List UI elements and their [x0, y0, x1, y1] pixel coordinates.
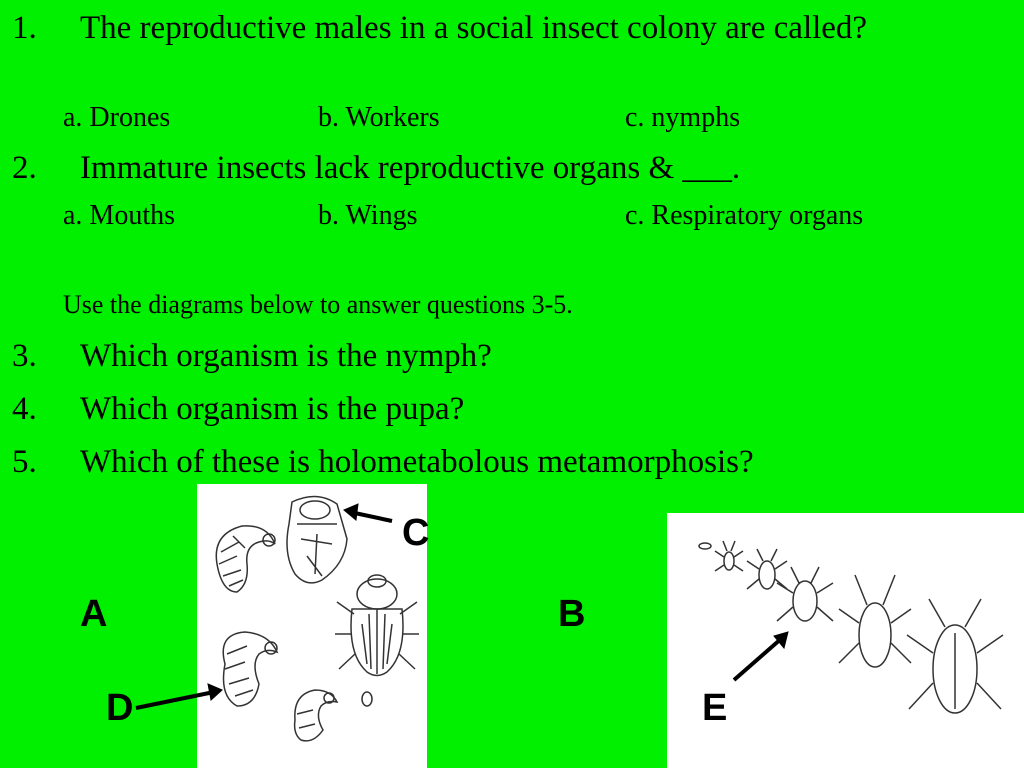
question-2-number: 2.	[12, 150, 37, 186]
question-4-number: 4.	[12, 391, 37, 427]
larva-icon	[216, 526, 275, 592]
question-5-number: 5.	[12, 444, 37, 480]
young-larva-icon	[295, 690, 337, 741]
question-4-text: Which organism is the pupa?	[80, 391, 465, 427]
question-3-number: 3.	[12, 338, 37, 374]
diagram-b-panel	[667, 513, 1024, 768]
nymph-3-icon	[777, 567, 833, 621]
label-e: E	[702, 687, 728, 729]
label-c: C	[402, 512, 430, 554]
nymph-2-icon	[747, 549, 787, 589]
label-d: D	[106, 687, 134, 729]
q1-option-b: b. Workers	[318, 102, 440, 133]
beetle-lifecycle-illustration	[197, 484, 430, 768]
question-1-text: The reproductive males in a social insect colony are called?	[80, 10, 868, 46]
nymph-4-icon	[839, 575, 911, 667]
question-1-number: 1.	[12, 10, 37, 46]
nymph-1-icon	[715, 541, 743, 571]
beetle-icon	[335, 575, 419, 676]
egg-icon	[362, 692, 372, 706]
q1-option-c: c. nymphs	[625, 102, 741, 133]
larva-d-icon	[223, 632, 277, 706]
bug-lifecycle-illustration	[667, 513, 1024, 768]
adult-bug-icon	[907, 599, 1003, 713]
q2-option-a: a. Mouths	[63, 200, 175, 231]
question-3-text: Which organism is the nymph?	[80, 338, 492, 374]
diagram-a-panel	[197, 484, 430, 768]
egg-icon	[699, 543, 711, 549]
label-b: B	[558, 593, 586, 635]
q2-option-c: c. Respiratory organs	[625, 200, 864, 231]
pupa-icon	[287, 496, 347, 582]
question-2-text: Immature insects lack reproductive organs & ___.	[80, 150, 741, 186]
instruction-text: Use the diagrams below to answer questions 3-5.	[63, 290, 573, 319]
q1-option-a: a. Drones	[63, 102, 171, 133]
question-5-text: Which of these is holometabolous metamorphosis?	[80, 444, 754, 480]
q2-option-b: b. Wings	[318, 200, 418, 231]
label-a: A	[80, 593, 108, 635]
